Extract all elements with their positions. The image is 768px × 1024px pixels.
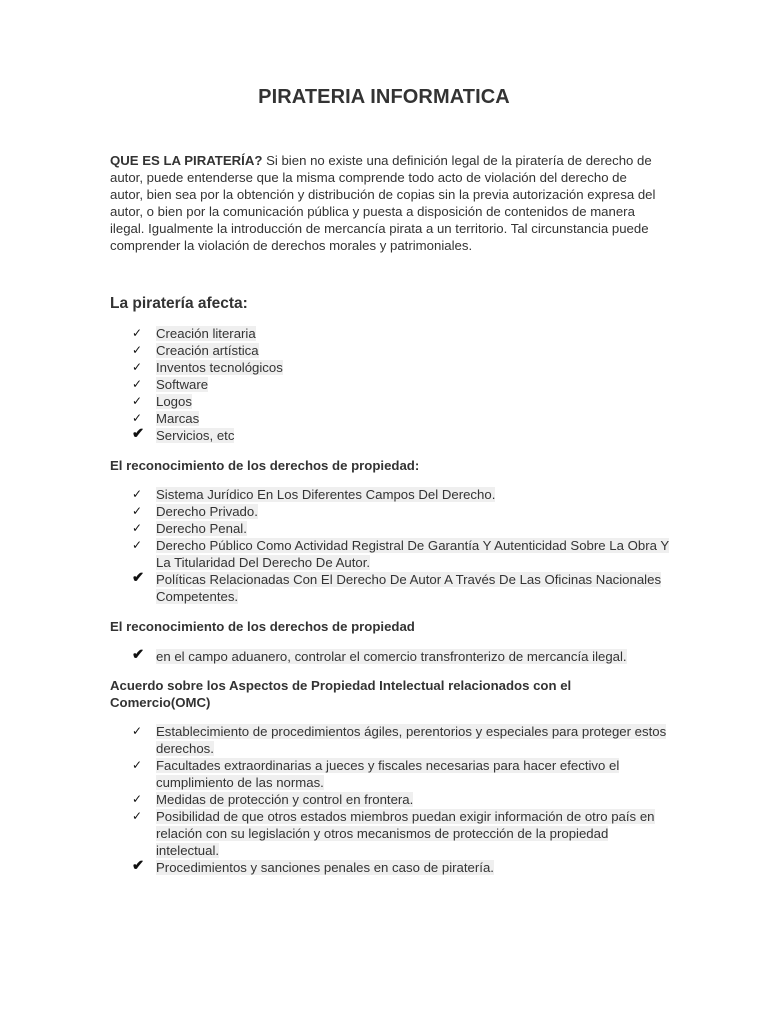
list-item: ✓ Creación artística xyxy=(132,343,259,358)
check-icon: ✔ xyxy=(132,570,145,586)
check-icon: ✓ xyxy=(132,792,143,806)
list-item: ✓ Medidas de protección y control en frontera. xyxy=(132,792,414,807)
list-item: ✓ Establecimiento de procedimientos ágiles, perentorios y especiales para proteger estos derechos. xyxy=(132,724,667,756)
list-item: ✓ Creación literaria xyxy=(132,326,256,341)
check-icon: ✔ xyxy=(132,858,145,874)
check-icon: ✓ xyxy=(132,360,143,374)
list-item: ✓ Software xyxy=(132,377,209,392)
section-heading-afecta: La piratería afecta: xyxy=(110,295,248,312)
list-aduana xyxy=(110,648,670,665)
section-heading-reconocimiento-aduana: El reconocimiento de los derechos de propiedad xyxy=(110,619,415,634)
intro-text: Si bien no existe una definición legal de la piratería de derecho de autor, puede entenderse que la misma comprende todo acto de violación del derecho de autor, bien sea por la obtención y distribución de copias sin la previa autorización expresa del autor, o bien por la comunicación pública y puesta a disposición de contenidos de manera ilegal. Igualmente la introducción de mercancía pirata a un territorio. Tal circunstancia puede comprender la violación de derechos morales y patrimoniales. xyxy=(110,153,656,253)
intro-lead: QUE ES LA PIRATERÍA? xyxy=(110,153,263,168)
section-heading-acuerdo: Acuerdo sobre los Aspectos de Propiedad Intelectual relacionados con el Comercio(OMC) xyxy=(110,678,572,710)
check-icon: ✓ xyxy=(132,538,143,552)
check-icon: ✓ xyxy=(132,521,143,535)
check-icon: ✔ xyxy=(132,426,145,442)
check-icon: ✓ xyxy=(132,504,143,518)
check-icon: ✔ xyxy=(132,647,145,663)
intro-paragraph xyxy=(110,152,662,254)
list-item: ✓ Facultades extraordinarias a jueces y fiscales necesarias para hacer efectivo el cumplimiento de las normas. xyxy=(132,758,620,790)
list-item: ✓ Derecho Privado. xyxy=(132,504,258,519)
list-reconocimiento xyxy=(110,486,670,605)
list-afecta xyxy=(110,325,670,444)
check-icon: ✓ xyxy=(132,377,143,391)
list-acuerdo xyxy=(110,723,670,876)
list-item: ✔ en el campo aduanero, controlar el comercio transfronterizo de mercancía ilegal. xyxy=(132,647,627,664)
check-icon: ✓ xyxy=(132,758,143,772)
check-icon: ✓ xyxy=(132,411,143,425)
check-icon: ✓ xyxy=(132,326,143,340)
list-item: ✓ Marcas xyxy=(132,411,200,426)
section-heading-reconocimiento: El reconocimiento de los derechos de propiedad: xyxy=(110,458,420,473)
list-item: ✓ Derecho Público Como Actividad Registral De Garantía Y Autenticidad Sobre La Obra Y La Titularidad Del Derecho De Autor. xyxy=(132,538,670,570)
list-item: ✔ Políticas Relacionadas Con El Derecho De Autor A Través De Las Oficinas Nacionales Competentes. xyxy=(132,570,662,604)
check-icon: ✓ xyxy=(132,487,143,501)
list-item: ✓ Logos xyxy=(132,394,192,409)
list-item: ✓ Sistema Jurídico En Los Diferentes Campos Del Derecho. xyxy=(132,487,496,502)
list-item: ✔ Servicios, etc xyxy=(132,426,235,443)
list-item: ✓ Inventos tecnológicos xyxy=(132,360,283,375)
document-title: PIRATERIA INFORMATICA xyxy=(258,86,510,108)
list-item: ✓ Posibilidad de que otros estados miembros puedan exigir información de otro país en relación con su legislación y otros mecanismos de protección de la propiedad intelectual. xyxy=(132,809,655,858)
check-icon: ✓ xyxy=(132,724,143,738)
check-icon: ✓ xyxy=(132,809,143,823)
check-icon: ✓ xyxy=(132,394,143,408)
check-icon: ✓ xyxy=(132,343,143,357)
list-item: ✓ Derecho Penal. xyxy=(132,521,247,536)
list-item: ✔ Procedimientos y sanciones penales en caso de piratería. xyxy=(132,858,494,875)
